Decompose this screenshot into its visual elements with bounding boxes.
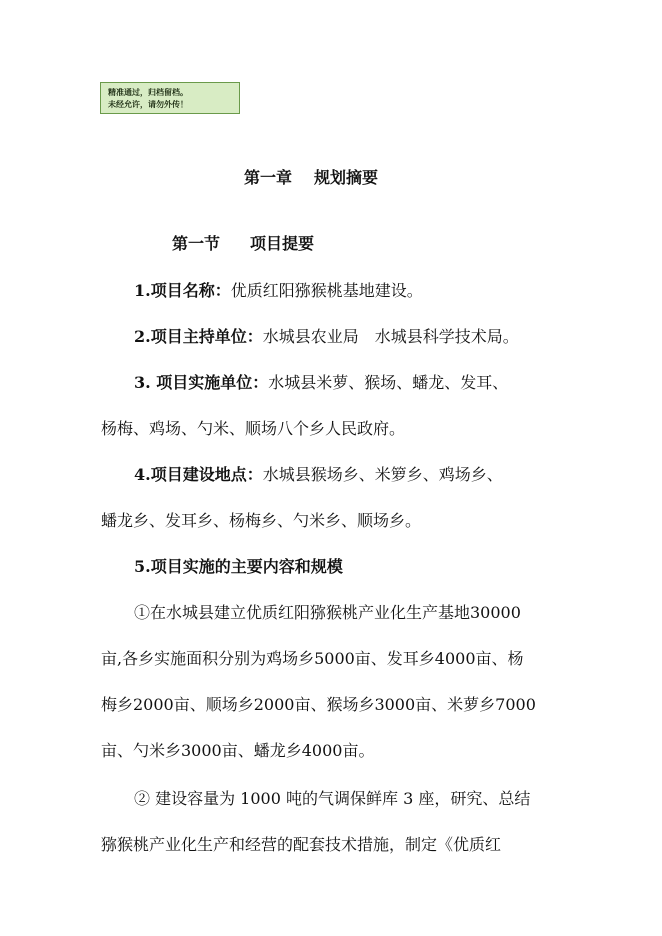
section-title: 项目提要	[250, 234, 315, 253]
item-host-unit	[134, 326, 519, 348]
item-impl-unit	[134, 372, 508, 394]
item-location	[134, 464, 503, 486]
item-text: 优质红阳猕猴桃基地建设。	[230, 281, 423, 300]
item-impl-unit-cont: 杨梅、鸡场、勺米、顺场八个乡人民政府。	[101, 419, 406, 438]
item-label: 2.项目主持单位：	[134, 327, 263, 346]
content1-line-2: 亩,各乡实施面积分别为鸡场乡5000亩、发耳乡4000亩、杨	[101, 649, 524, 668]
content1-line-4: 亩、勺米乡3000亩、蟠龙乡4000亩。	[101, 741, 375, 760]
content1-line-3: 梅乡2000亩、顺场乡2000亩、猴场乡3000亩、米萝乡7000	[101, 695, 536, 714]
item-label: 4.项目建设地点：	[134, 465, 263, 484]
stamp-line-1: 精准通过，归档留档。	[108, 88, 188, 97]
section-number: 第一节	[172, 234, 221, 253]
chapter-heading	[244, 167, 378, 189]
stamp-line-2: 未经允许，请勿外传！	[108, 100, 188, 109]
content2-line-1: ② 建设容量为 1000 吨的气调保鲜库 3 座，研究、总结	[134, 789, 531, 808]
section-heading	[172, 233, 314, 255]
item-location-cont: 蟠龙乡、发耳乡、杨梅乡、勺米乡、顺场乡。	[101, 511, 422, 530]
chapter-title: 规划摘要	[314, 168, 379, 187]
item-text: 水城县猴场乡、米箩乡、鸡场乡、	[262, 465, 503, 484]
content2-line-2: 猕猴桃产业化生产和经营的配套技术措施，制定《优质红	[101, 835, 502, 854]
item-project-name	[134, 280, 423, 302]
item-text: 水城县米萝、猴场、蟠龙、发耳、	[268, 373, 509, 392]
item-main-content-heading: 5.项目实施的主要内容和规模	[134, 557, 343, 576]
item-label: 3. 项目实施单位：	[134, 373, 269, 392]
item-label: 1.项目名称：	[134, 281, 231, 300]
item-text: 水城县农业局 水城县科学技术局。	[262, 327, 519, 346]
content1-line-1: ①在水城县建立优质红阳猕猴桃产业化生产基地30000	[134, 603, 521, 622]
chapter-number: 第一章	[244, 168, 293, 187]
watermark-stamp	[100, 82, 240, 114]
